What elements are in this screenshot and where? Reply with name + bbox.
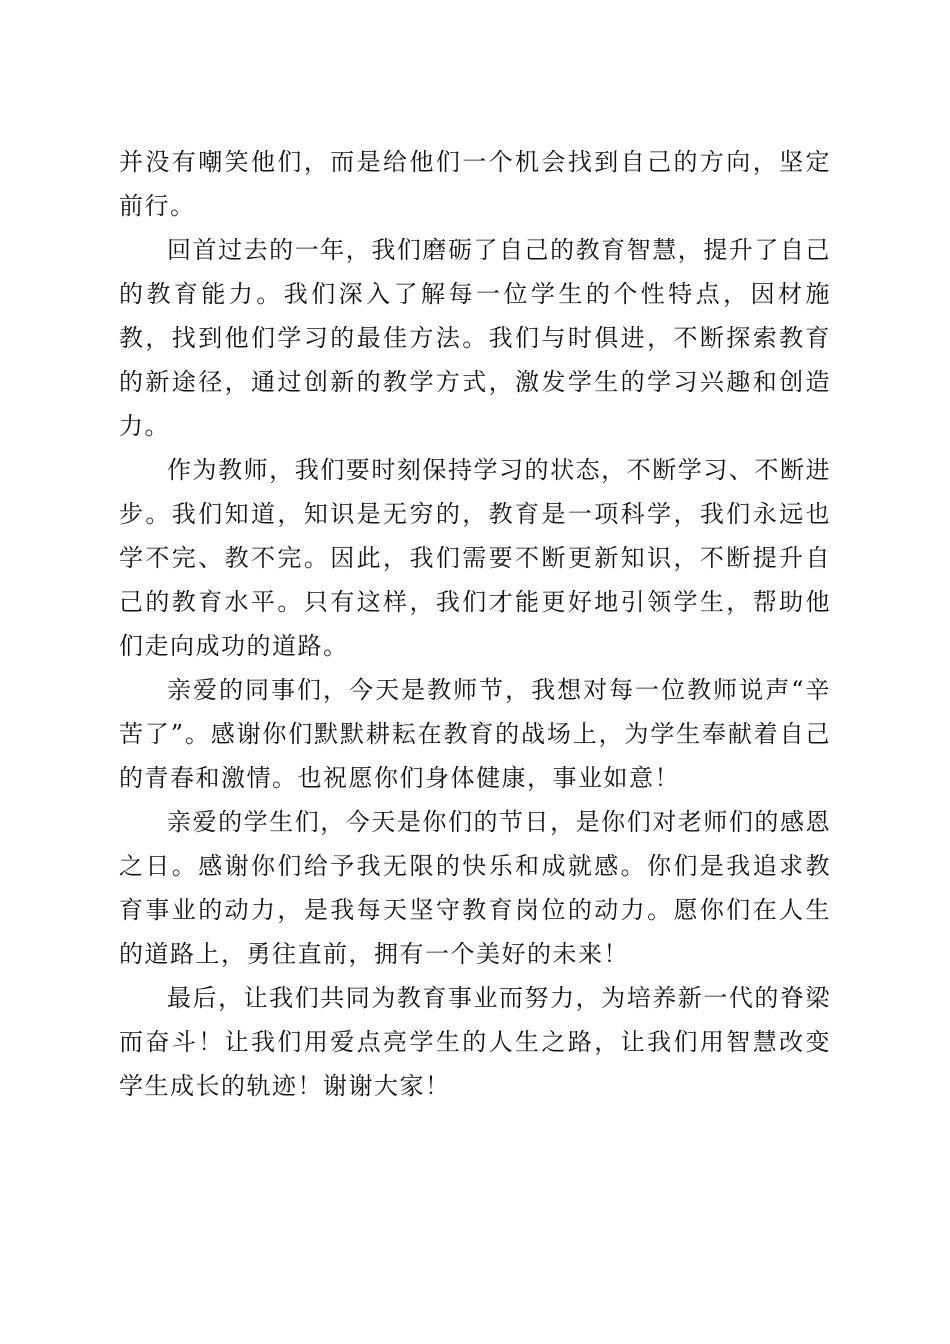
paragraph-colleagues: 亲爱的同事们，今天是教师节，我想对每一位教师说声“辛苦了”。感谢你们默默耕耘在教育的战场上，为学生奉献着自己的青春和激情。也祝愿你们身体健康，事业如意！	[119, 676, 831, 792]
paragraph-learning: 作为教师，我们要时刻保持学习的状态，不断学习、不断进步。我们知道，知识是无穷的，教育是一项科学，我们永远也学不完、教不完。因此，我们需要不断更新知识，不断提升自己的教育水平。只有这样，我们才能更好地引领学生，帮助他们走向成功的道路。	[119, 456, 831, 660]
paragraph-closing: 最后，让我们共同为教育事业而努力，为培养新一代的脊梁而奋斗！让我们用爱点亮学生的人生之路，让我们用智慧改变学生成长的轨迹！谢谢大家！	[119, 984, 831, 1100]
paragraph-reflection: 回首过去的一年，我们磨砺了自己的教育智慧，提升了自己的教育能力。我们深入了解每一位学生的个性特点，因材施教，找到他们学习的最佳方法。我们与时俱进，不断探索教育的新途径，通过创新的教学方式，激发学生的学习兴趣和创造力。	[119, 236, 831, 440]
document-body	[119, 140, 831, 1108]
paragraph-continuation: 并没有嘲笑他们，而是给他们一个机会找到自己的方向，坚定前行。	[119, 148, 831, 220]
paragraph-students: 亲爱的学生们，今天是你们的节日，是你们对老师们的感恩之日。感谢你们给予我无限的快乐和成就感。你们是我追求教育事业的动力，是我每天坚守教育岗位的动力。愿你们在人生的道路上，勇往直前，拥有一个美好的未来！	[119, 808, 831, 968]
